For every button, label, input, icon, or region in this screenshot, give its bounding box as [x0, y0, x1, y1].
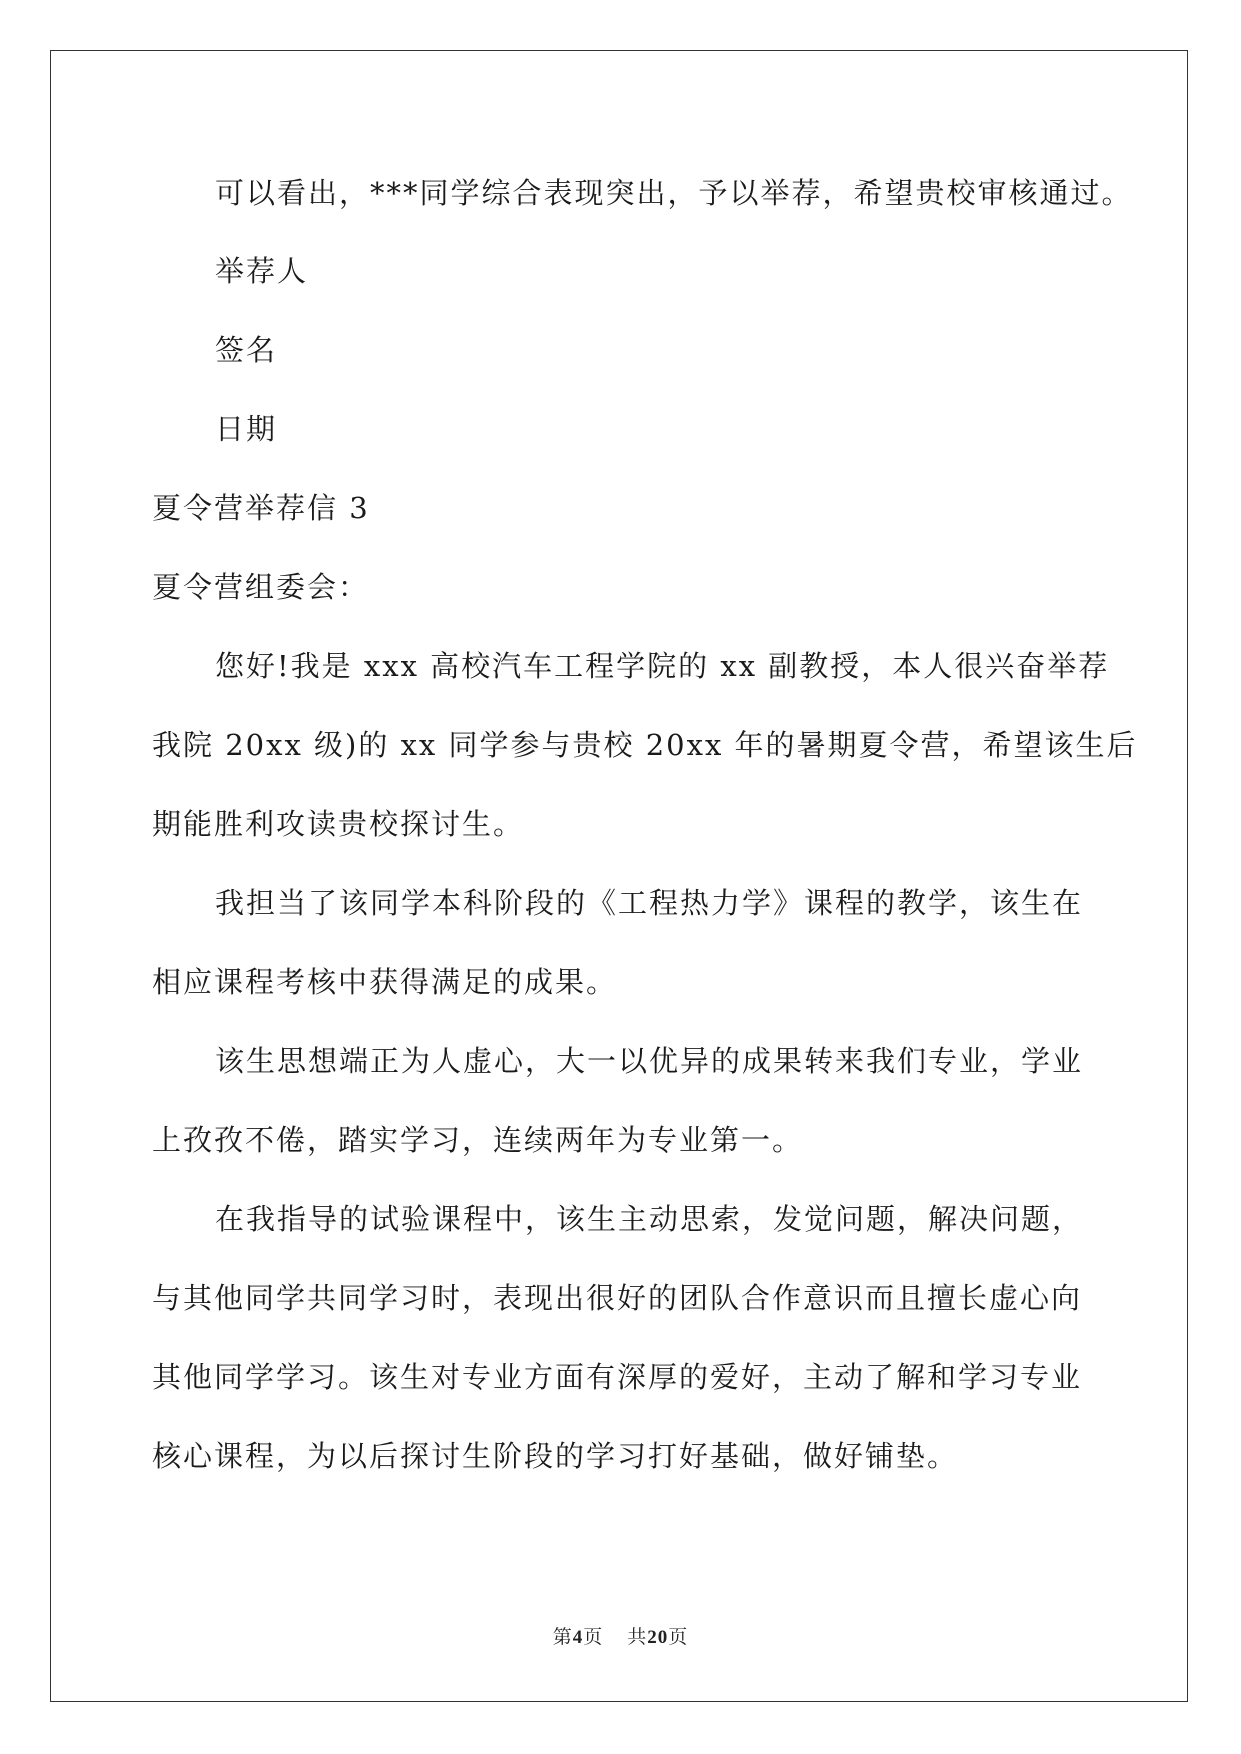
total-suffix: 页 — [668, 1627, 689, 1648]
signature-label: 签名 — [215, 333, 278, 367]
page-number: 4 — [572, 1627, 584, 1648]
paragraph-line-conclusion: 可以看出，***同学综合表现突出，予以举荐，希望贵校审核通过。 — [215, 176, 1133, 210]
paragraph-line: 与其他同学共同学习时，表现出很好的团队合作意识而且擅长虚心向 — [152, 1281, 1083, 1315]
paragraph-line: 期能胜利攻读贵校探讨生。 — [152, 807, 525, 841]
paragraph-line: 在我指导的试验课程中，该生主动思索，发觉问题，解决问题， — [215, 1202, 1084, 1236]
recommender-label: 举荐人 — [215, 254, 309, 288]
section-heading: 夏令营举荐信 3 — [152, 491, 370, 525]
paragraph-line: 上孜孜不倦，踏实学习，连续两年为专业第一。 — [152, 1123, 804, 1157]
paragraph-line: 我院 20xx 级)的 xx 同学参与贵校 20xx 年的暑期夏令营，希望该生后 — [152, 728, 1138, 762]
page-prefix: 第 — [552, 1627, 573, 1648]
paragraph-line: 该生思想端正为人虚心，大一以优异的成果转来我们专业，学业 — [215, 1044, 1084, 1078]
paragraph-line: 其他同学学习。该生对专业方面有深厚的爱好，主动了解和学习专业 — [152, 1360, 1083, 1394]
page-suffix: 页 — [583, 1627, 604, 1648]
page-footer — [0, 1622, 1241, 1649]
total-pages: 20 — [647, 1627, 669, 1648]
paragraph-line: 相应课程考核中获得满足的成果。 — [152, 965, 618, 999]
paragraph-line: 核心课程，为以后探讨生阶段的学习打好基础，做好铺垫。 — [152, 1439, 959, 1473]
total-prefix: 共 — [627, 1627, 648, 1648]
date-label: 日期 — [215, 412, 278, 446]
paragraph-line: 我担当了该同学本科阶段的《工程热力学》课程的教学，该生在 — [215, 886, 1084, 920]
salutation: 夏令营组委会： — [152, 570, 370, 604]
paragraph-line: 您好!我是 xxx 高校汽车工程学院的 xx 副教授，本人很兴奋举荐 — [215, 649, 1110, 683]
